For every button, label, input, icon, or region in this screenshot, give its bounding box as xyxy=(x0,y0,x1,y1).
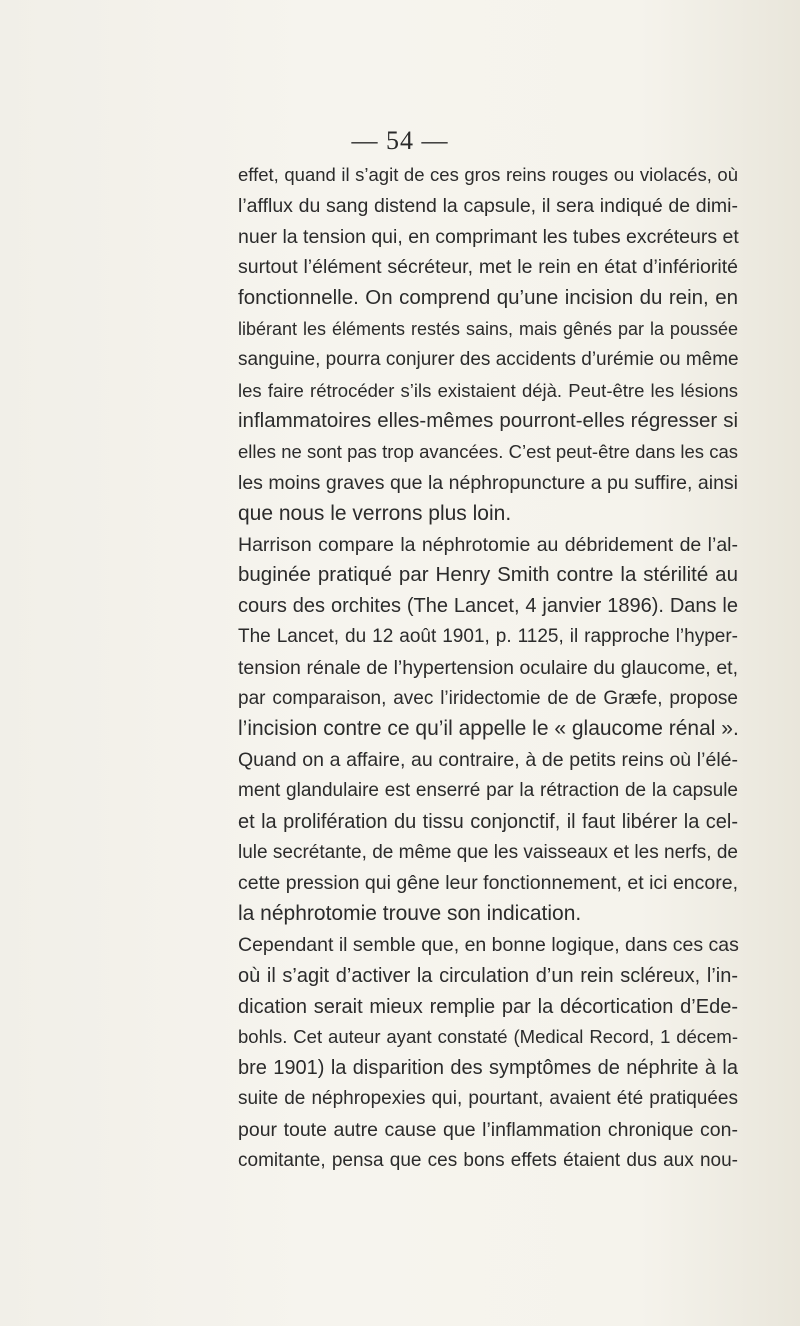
text-line: et la prolifération du tissu conjonctif, il faut libérer la cel- xyxy=(238,810,738,833)
text-line: où il s’agit d’activer la circulation d’un rein scléreux, l’in- xyxy=(238,964,738,987)
text-line: suite de néphropexies qui, pourtant, avaient été pratiquées xyxy=(238,1087,738,1109)
text-line: l’afflux du sang distend la capsule, il sera indiqué de dimi- xyxy=(238,194,738,217)
text-line: effet, quand il s’agit de ces gros reins rouges ou violacés, où xyxy=(238,164,738,185)
text-line: fonctionnelle. On comprend qu’une incision du rein, en xyxy=(238,286,738,310)
text-line: libérant les éléments restés sains, mais gênés par la poussée xyxy=(238,318,738,339)
text-line: The Lancet, du 12 août 1901, p. 1125, il rapproche l’hyper- xyxy=(238,625,738,647)
page-number: — 54 — xyxy=(351,126,449,155)
text-line: bre 1901) la disparition des symptômes de néphrite à la xyxy=(238,1057,738,1080)
text-line: inflammatoires elles-mêmes pourront-elles régresser si xyxy=(238,409,738,433)
text-line: sanguine, pourra conjurer des accidents d’urémie ou même xyxy=(238,348,739,370)
text-line: surtout l’élément sécréteur, met le rein en état d’infériorité xyxy=(238,256,738,279)
text-line: lule secrétante, de même que les vaisseaux et les nerfs, de xyxy=(238,841,738,863)
text-line: cette pression qui gêne leur fonctionnement, et ici encore, xyxy=(238,872,738,895)
text-line: cours des orchites (The Lancet, 4 janvier 1896). Dans le xyxy=(238,595,738,618)
text-line: pour toute autre cause que l’inflammation chronique con- xyxy=(238,1118,738,1141)
text-line: Quand on a affaire, au contraire, à de petits reins où l’élé- xyxy=(238,749,738,772)
text-line: elles ne sont pas trop avancées. C’est peut-être dans les cas xyxy=(238,441,738,463)
text-line: Harrison compare la néphrotomie au débridement de l’al- xyxy=(238,533,738,556)
text-line: l’incision contre ce qu’il appelle le « glaucome rénal ». xyxy=(238,717,739,741)
text-line: buginée pratiqué par Henry Smith contre la stérilité au xyxy=(238,563,738,587)
text-line: tension rénale de l’hypertension oculaire du glaucome, et, xyxy=(238,656,738,679)
text-line: nuer la tension qui, en comprimant les tubes excréteurs et xyxy=(238,225,739,248)
text-line: comitante, pensa que ces bons effets étaient dus aux nou- xyxy=(238,1149,738,1171)
text-line: ment glandulaire est enserré par la rétraction de la capsule xyxy=(238,779,738,801)
text-line: que nous le verrons plus loin. xyxy=(238,501,512,525)
text-line: les faire rétrocéder s’ils existaient déjà. Peut-être les lésions xyxy=(238,379,738,401)
text-line: par comparaison, avec l’iridectomie de de Græfe, propose xyxy=(238,687,738,709)
body-text xyxy=(238,160,738,1176)
text-line: la néphrotomie trouve son indication. xyxy=(238,902,582,926)
text-line: dication serait mieux remplie par la décortication d’Ede- xyxy=(238,995,738,1018)
text-line: les moins graves que la néphropuncture a pu suffire, ainsi xyxy=(238,471,738,494)
text-line: Cependant il semble que, en bonne logique, dans ces cas xyxy=(238,933,739,956)
text-line: bohls. Cet auteur ayant constaté (Medical Record, 1 décem- xyxy=(238,1026,738,1048)
